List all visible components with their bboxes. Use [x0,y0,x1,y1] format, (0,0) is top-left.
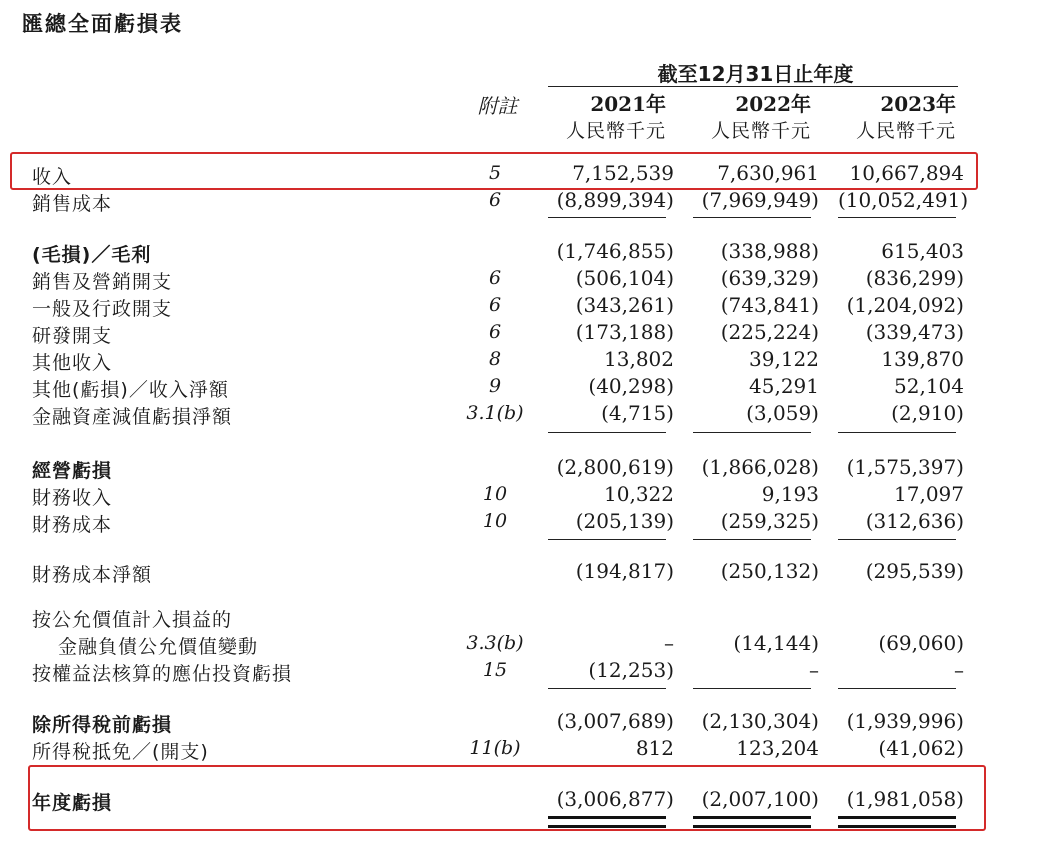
value-2023: (69,060) [878,631,964,655]
value-2022: (2,130,304) [701,709,819,733]
row-label: 金融負債公允價值變動 [58,636,259,658]
row-selling-expenses [0,265,1056,292]
row-label: 除所得稅前虧損 [32,714,173,736]
subtotal-rule [838,688,956,689]
row-label: (毛損)／毛利 [32,244,152,266]
value-2022: 39,122 [749,347,819,371]
value-2022: (338,988) [720,239,819,263]
value-2021: (1,746,855) [556,239,674,263]
value-2023: (339,473) [865,320,964,344]
value-2023: (1,204,092) [846,293,964,317]
subtotal-rule [548,432,666,433]
value-2022: (3,059) [746,401,819,425]
value-2021: (205,139) [575,509,674,533]
unit-2021-header: 人民幣千元 [565,120,666,142]
value-2021: (194,817) [575,559,674,583]
value-2023: (1,981,058) [846,787,964,811]
row-label: 一般及行政開支 [32,298,173,320]
row-note: 6 [488,294,502,316]
value-2023: 52,104 [894,374,964,398]
year-2021-header: 2021年 [590,92,666,116]
row-fv-change [0,630,1056,657]
row-net-finance-cost [0,558,1056,585]
value-2022: (7,969,949) [701,188,819,212]
row-label: 財務成本淨額 [32,564,153,586]
value-2022: (225,224) [720,320,819,344]
value-2022: (2,007,100) [701,787,819,811]
subtotal-rule [548,539,666,540]
value-2022: (1,866,028) [701,455,819,479]
subtotal-rule [548,217,666,218]
value-2023: (2,910) [891,401,964,425]
subtotal-rule [838,539,956,540]
value-2022: (14,144) [733,631,819,655]
row-label: 其他(虧損)／收入淨額 [32,379,229,401]
year-2022-header: 2022年 [735,92,811,116]
subtotal-rule [693,432,811,433]
row-label: 按權益法核算的應佔投資虧損 [32,663,293,685]
value-2021: 10,322 [604,482,674,506]
value-2022: – [809,658,819,682]
row-note: 10 [482,510,508,532]
row-label: 年度虧損 [32,792,113,814]
value-2021: (173,188) [575,320,674,344]
row-admin-expenses [0,292,1056,319]
row-other-net [0,373,1056,400]
row-income-tax [0,735,1056,762]
value-2023: 10,667,894 [849,161,964,185]
value-2022: (259,325) [720,509,819,533]
value-2021: (3,006,877) [556,787,674,811]
row-label: 研發開支 [32,325,113,347]
subtotal-rule [693,217,811,218]
value-2021: (506,104) [575,266,674,290]
note-column-header: 附註 [477,94,518,118]
row-finance-cost [0,508,1056,535]
value-2022: (250,132) [720,559,819,583]
value-2021: (3,007,689) [556,709,674,733]
subtotal-rule [548,688,666,689]
row-label: 財務收入 [32,487,113,509]
value-2022: (639,329) [720,266,819,290]
value-2023: (295,539) [865,559,964,583]
row-rnd-expenses [0,319,1056,346]
row-label: 所得稅抵免／(開支) [32,741,209,763]
row-note: 11(b) [469,737,521,759]
row-note: 15 [482,659,508,681]
value-2022: 9,193 [761,482,819,506]
row-note: 8 [488,348,502,370]
value-2021: (12,253) [588,658,674,682]
value-2022: 45,291 [749,374,819,398]
subtotal-rule [838,432,956,433]
value-2021: 13,802 [604,347,674,371]
annual-loss-highlight-box [28,765,986,831]
row-label: 金融資產減值虧損淨額 [32,406,233,428]
value-2023: (836,299) [865,266,964,290]
value-2021: (2,800,619) [556,455,674,479]
value-2023: (41,062) [878,736,964,760]
row-note: 6 [488,189,502,211]
row-note: 10 [482,483,508,505]
row-label: 按公允價值計入損益的 [32,609,233,631]
subtotal-rule [838,217,956,218]
row-impairment [0,400,1056,427]
value-2022: 123,204 [736,736,819,760]
value-2021: 812 [635,736,674,760]
value-2021: – [664,631,674,655]
row-gross-profit [0,238,1056,265]
value-2021: (4,715) [601,401,674,425]
period-rule [548,86,958,87]
row-operating-loss [0,454,1056,481]
value-2022: (743,841) [720,293,819,317]
row-note: 6 [488,321,502,343]
unit-2023-header: 人民幣千元 [855,120,956,142]
row-label: 銷售及營銷開支 [32,271,173,293]
value-2023: – [954,658,964,682]
value-2023: 139,870 [881,347,964,371]
value-2023: 615,403 [881,239,964,263]
value-2022: 7,630,961 [717,161,819,185]
value-2021: (343,261) [575,293,674,317]
row-fv-heading [0,603,1056,630]
row-finance-income [0,481,1056,508]
value-2021: 7,152,539 [572,161,674,185]
row-note: 6 [488,267,502,289]
row-label: 財務成本 [32,514,113,536]
subtotal-rule [693,539,811,540]
row-label: 收入 [32,166,73,188]
row-note: 3.3(b) [466,632,524,654]
row-equity-method-loss [0,657,1056,684]
statement-title: 匯總全面虧損表 [22,12,183,36]
row-label: 銷售成本 [32,193,113,215]
row-label: 經營虧損 [32,460,113,482]
row-pretax-loss [0,708,1056,735]
year-2023-header: 2023年 [880,92,956,116]
row-note: 9 [488,375,502,397]
row-other-income [0,346,1056,373]
value-2023: (1,575,397) [846,455,964,479]
revenue-highlight-box [10,152,978,190]
value-2023: (1,939,996) [846,709,964,733]
value-2021: (40,298) [588,374,674,398]
row-label: 其他收入 [32,352,113,374]
row-note: 3.1(b) [466,402,524,424]
row-note: 5 [488,162,502,184]
value-2023: 17,097 [894,482,964,506]
unit-2022-header: 人民幣千元 [710,120,811,142]
value-2023: (10,052,491) [838,188,969,212]
subtotal-rule [693,688,811,689]
value-2021: (8,899,394) [556,188,674,212]
value-2023: (312,636) [865,509,964,533]
row-cost-of-sales [0,187,1056,214]
period-header: 截至12月31日止年度 [657,62,854,86]
